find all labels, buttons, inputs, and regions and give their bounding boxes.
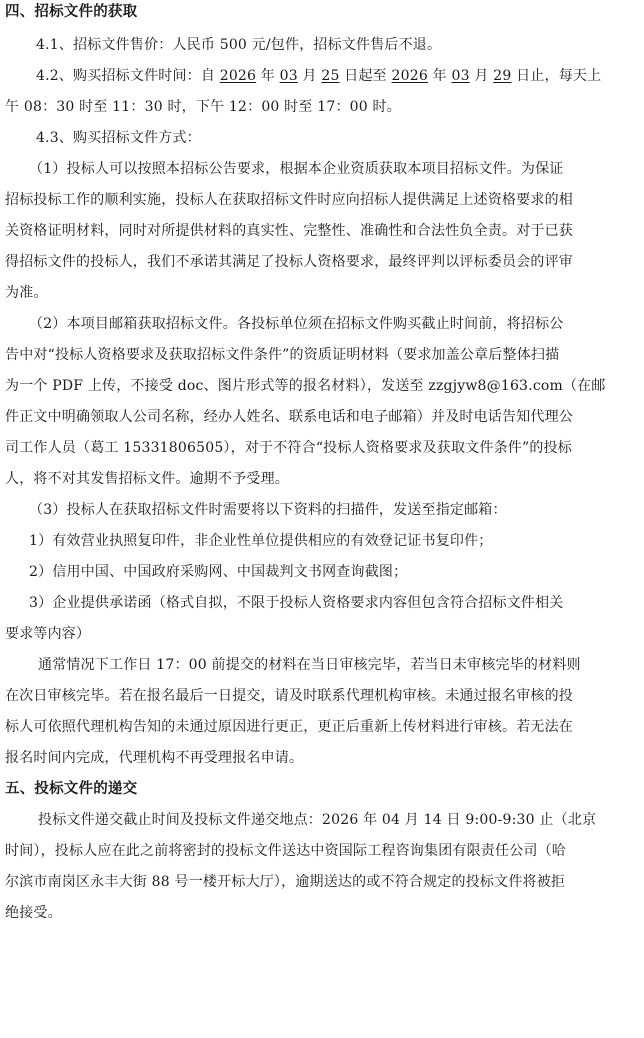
end-month: 03 bbox=[451, 68, 470, 84]
review-paragraph: 通常情况下工作日 17：00 前提交的材料在当日审核完毕，若当日未审核完毕的材料则 在次日审核完毕。若在报名最后一日提交，请及时联系代理机构审核。未通过报名审核的投 标人可依照代理机构告知的未通过原因进行更正，更正后重新上传材料进行审核。若无法在 报名时间内完成，代理机构不再受理报名申请。 bbox=[5, 657, 581, 766]
end-day: 29 bbox=[493, 68, 512, 84]
submission-paragraph: 投标文件递交截止时间及投标文件递交地点：2026 年 04 月 14 日 9:00-9:30 止（北京 时间），投标人应在此之前将密封的投标文件送达中资国际工程咨询集团有限责任公司（哈 尔滨市南岗区永丰大街 88 号一楼开标大厅），逾期送达的或不符合规定的投标文件将被拒 绝接受。 bbox=[5, 812, 597, 921]
method-item-3: （3）投标人在获取招标文件时需要将以下资料的扫描件，发送至指定邮箱： bbox=[29, 502, 507, 518]
required-doc-3: 3）企业提供承诺函（格式自拟，不限于投标人资格要求内容但包含符合招标文件相关 要求等内容） bbox=[5, 595, 564, 642]
clause-4-2-hours: 午 08：30 时至 11：30 时，下午 12：00 时至 17：00 时。 bbox=[5, 99, 401, 115]
method-item-1: （1）投标人可以按照本招标公告要求，根据本企业资质获取本项目招标文件。为保证 招标投标工作的顺利实施，投标人在获取招标文件时应向招标人提供满足上述资格要求的相 关资格证明材料，同时对所提供材料的真实性、完整性、准确性和合法性负全责。对于已获 得招标文件的投标人，我们不承诺其满足了投标人资格要求，最终评判以评标委员会的评审 为准。 bbox=[5, 161, 573, 301]
end-year: 2026 bbox=[391, 68, 428, 84]
required-doc-2: 2）信用中国、中国政府采购网、中国裁判文书网查询截图； bbox=[29, 564, 408, 580]
start-year: 2026 bbox=[219, 68, 257, 84]
section-4-heading: 四、招标文件的获取 bbox=[5, 4, 138, 20]
clause-4-1: 4.1、招标文件售价：人民币 500 元/包件，招标文件售后不退。 bbox=[36, 37, 442, 53]
clause-4-2: 4.2、购买招标文件时间：自 2026 年 03 月 25 日起至 2026 年 03 月 29 日止，每天上 bbox=[36, 68, 602, 84]
start-month: 03 bbox=[279, 68, 298, 84]
method-item-2: （2）本项目邮箱获取招标文件。各投标单位须在招标文件购买截止时间前，将招标公 告中对“投标人资格要求及获取招标文件条件”的资质证明材料（要求加盖公章后整体扫描 为一个 PDF 上传，不接受 doc、图片形式等的报名材料），发送至 zzgjyw8@163.com（在邮 件正文中明确领取人公司名称，经办人姓名、联系电话和电子邮箱）并及时电话告知代理公 司工作人员（葛工 15331806505），对于不符合“投标人资格要求及获取文件条件”的投标 人，将不对其发售招标文件。逾期不予受理。 bbox=[5, 316, 606, 487]
start-day: 25 bbox=[321, 68, 340, 84]
section-5-heading: 五、投标文件的递交 bbox=[5, 781, 138, 797]
clause-4-3: 4.3、购买招标文件方式： bbox=[36, 130, 201, 146]
required-doc-1: 1）有效营业执照复印件，非企业性单位提供相应的有效登记证书复印件； bbox=[29, 533, 493, 549]
